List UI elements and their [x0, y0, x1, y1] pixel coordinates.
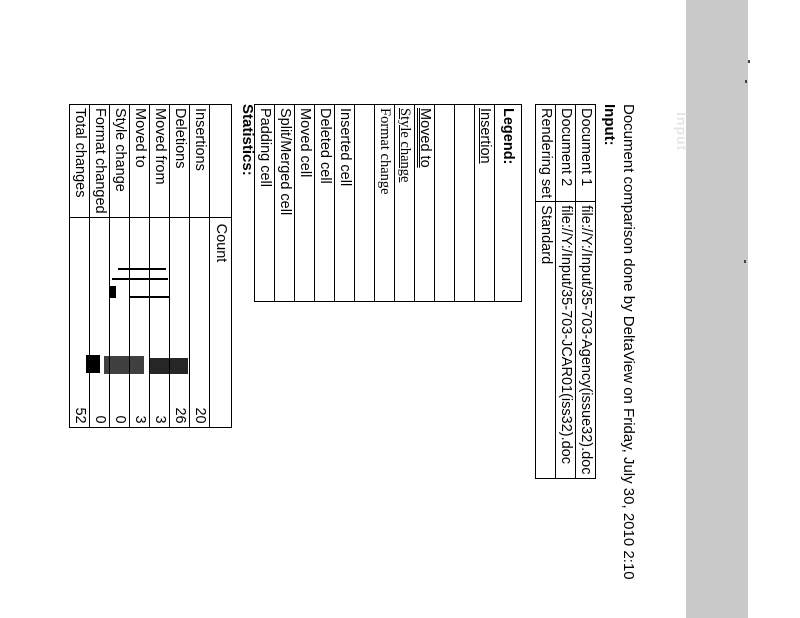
input-value: file://Y:/Input/35-703-Agency(issue32).doc [576, 202, 596, 478]
legend-row [475, 105, 495, 302]
legend-row [375, 105, 395, 302]
scan-scribble [118, 268, 166, 270]
input-label: Input: [601, 104, 618, 146]
statistics-label: Style change [110, 105, 130, 218]
input-row-rendering-set [536, 105, 556, 479]
legend-deletion [455, 105, 475, 302]
legend-deleted-cell: Deleted cell [315, 105, 335, 302]
statistics-row [190, 105, 210, 428]
scan-scribble [150, 358, 188, 374]
legend-moved-to: Moved to [415, 105, 435, 302]
input-row-document-1 [576, 105, 596, 479]
statistics-table [69, 104, 232, 428]
statistics-count: 3 [150, 217, 170, 427]
legend-moved-cell: Moved cell [295, 105, 315, 302]
scan-scribble [86, 355, 100, 373]
statistics-row [150, 105, 170, 428]
statistics-row [70, 105, 90, 428]
legend-row [435, 105, 455, 302]
statistics-row [90, 105, 110, 428]
legend-row [255, 105, 275, 302]
statistics-label: Format changed [90, 105, 110, 218]
input-key: Document 2 [556, 105, 576, 202]
scan-speck [748, 60, 750, 63]
statistics-label: Total changes [70, 105, 90, 218]
legend-table [254, 104, 522, 302]
legend-style-change: Style change [395, 105, 415, 302]
legend-row [415, 105, 435, 302]
statistics-header-blank [210, 105, 232, 218]
legend-title-row [495, 105, 522, 302]
margin-band [686, 0, 748, 618]
scan-speck [744, 260, 746, 263]
statistics-count: 20 [190, 217, 210, 427]
legend-inserted-cell: Inserted cell [335, 105, 355, 302]
input-value: file://Y:/Input/35-703-JCAR01(iss32).doc [556, 202, 576, 478]
scan-scribble [130, 296, 170, 298]
scan-speck [745, 80, 747, 83]
statistics-count: 26 [170, 217, 190, 427]
statistics-label: Moved from [150, 105, 170, 218]
legend-format-change: Format change [375, 105, 395, 302]
statistics-count: 3 [130, 217, 150, 427]
statistics-count: 0 [110, 217, 130, 427]
legend-row [335, 105, 355, 302]
input-row-document-2 [556, 105, 576, 479]
legend-blank [355, 105, 375, 302]
legend-row [295, 105, 315, 302]
scan-scribble [110, 286, 116, 298]
legend-row [275, 105, 295, 302]
input-value: Standard [536, 202, 556, 478]
legend-title: Legend: [495, 105, 522, 302]
statistics-count-header: Count [210, 217, 232, 427]
statistics-row [110, 105, 130, 428]
scan-scribble [104, 356, 144, 374]
statistics-row [130, 105, 150, 428]
legend-insertion: Insertion [475, 105, 495, 302]
legend-moved-from [435, 105, 455, 302]
legend-row [315, 105, 335, 302]
input-key: Rendering set [536, 105, 556, 202]
comparison-header: Document comparison done by DeltaView on Friday, July 30, 2010 2:10 [620, 104, 637, 580]
scan-scribble [112, 278, 168, 280]
legend-row [395, 105, 415, 302]
legend-split-merged-cell: Split/Merged cell [275, 105, 295, 302]
statistics-header-row [210, 105, 232, 428]
statistics-label: Moved to [130, 105, 150, 218]
band-label: Input [674, 112, 690, 152]
statistics-label: Insertions [190, 105, 210, 218]
input-table [535, 104, 596, 479]
statistics-count: 0 [90, 217, 110, 427]
legend-padding-cell: Padding cell [255, 105, 275, 302]
legend-row [455, 105, 475, 302]
statistics-row [170, 105, 190, 428]
statistics-title: Statistics: [239, 104, 256, 176]
statistics-count: 52 [70, 217, 90, 427]
statistics-label: Deletions [170, 105, 190, 218]
legend-row [355, 105, 375, 302]
input-key: Document 1 [576, 105, 596, 202]
